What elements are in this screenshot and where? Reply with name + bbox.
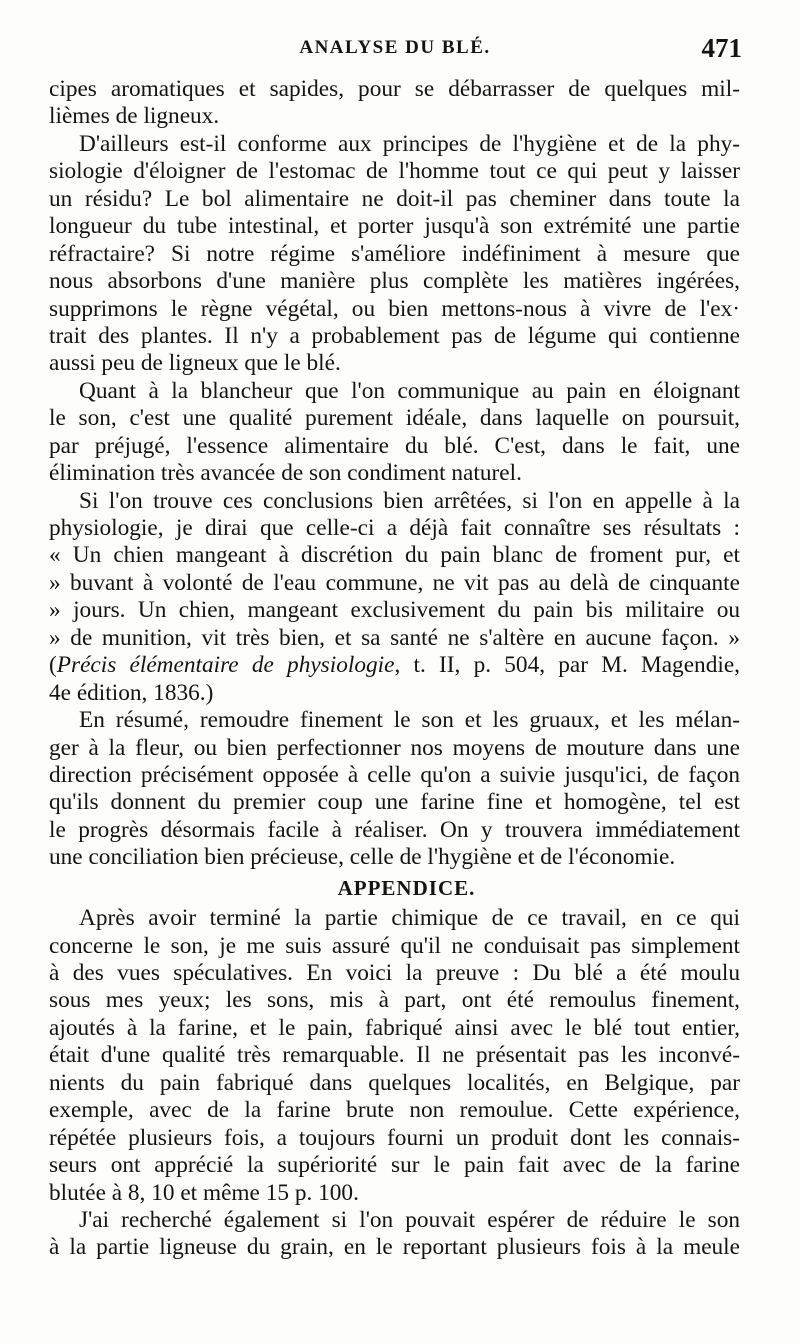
text-line: répétée plusieurs fois, a toujours fourni un produit dont les connais- [49, 1124, 740, 1151]
text-line: cipes aromatiques et sapides, pour se débarrasser de quelques mil- [49, 76, 740, 102]
text-line: le progrès désormais facile à réaliser. On y trouvera immédiatement [49, 816, 740, 843]
text-line: direction précisément opposée à celle qu'on a suivie jusqu'ici, de façon [49, 761, 740, 788]
text-line: à des vues spéculatives. En voici la preuve : Du blé a été moulu [49, 960, 740, 986]
text-line: qu'ils donnent du premier coup une farine fine et homogène, tel est [49, 789, 740, 816]
text-line: trait des plantes. Il n'y a probablement pas de légume qui contienne [49, 322, 740, 349]
text-line: aussi peu de ligneux que le blé. [49, 350, 341, 377]
running-title: ANALYSE DU BLÉ. [299, 37, 491, 58]
text-line: J'ai recherché également si l'on pouvait espérer de réduire le son [79, 1206, 740, 1233]
text-line: physiologie, je dirai que celle-ci a déjà fait connaître ses résultats : [49, 515, 740, 541]
quoted-line: » de munition, vit très bien, et sa santé ne s'altère en aucune façon. » [49, 624, 740, 651]
text-line: ger à la fleur, ou bien perfectionner nos moyens de mouture dans une [49, 734, 740, 761]
text-line: supprimons le règne végétal, ou bien mettons-nous à vivre de l'ex· [49, 295, 740, 322]
citation-title: Précis élémentaire de physiologie [56, 652, 395, 679]
citation-rest: , t. II, p. 504, par M. Magendie, [394, 652, 740, 679]
text-line: par préjugé, l'essence alimentaire du blé. C'est, dans le fait, une [49, 432, 740, 459]
quoted-line: » jours. Un chien, mangeant exclusivement du pain bis militaire ou [49, 597, 740, 624]
text-line: le son, c'est une qualité purement idéale, dans laquelle on poursuit, [49, 405, 740, 432]
text-line: En résumé, remoudre finement le son et les gruaux, et les mélan- [79, 707, 740, 734]
text-line: à la partie ligneuse du grain, en le reportant plusieurs fois à la meule [49, 1234, 740, 1261]
page-body [49, 76, 740, 1262]
text-line: sous mes yeux; les sons, mis à part, ont été remoulus finement, [49, 987, 740, 1014]
text-line: réfractaire? Si notre régime s'améliore indéfiniment à mesure que [49, 240, 740, 267]
quoted-line: » buvant à volonté de l'eau commune, ne vit pas au delà de cinquante [49, 569, 740, 596]
text-line: lièmes de ligneux. [49, 103, 220, 130]
text-line: concerne le son, je me suis assuré qu'il ne conduisait pas simplement [49, 932, 740, 959]
appendix-heading: APPENDICE. [337, 875, 476, 900]
quoted-line: « Un chien mangeant à discrétion du pain blanc de froment pur, et [49, 542, 740, 569]
text-line: nients du pain fabriqué dans quelques localités, en Belgique, par [49, 1069, 740, 1096]
text-line: une conciliation bien précieuse, celle de l'hygiène et de l'économie. [49, 844, 676, 871]
text-line: ajoutés à la farine, et le pain, fabriqué ainsi avec le blé tout entier, [49, 1014, 740, 1041]
page-number: 471 [701, 33, 742, 63]
text-line: un résidu? Le bol alimentaire ne doit-il pas cheminer dans toute la [49, 185, 740, 212]
citation-open: ( [49, 652, 57, 679]
citation-line [49, 652, 740, 679]
text-line: nous absorbons d'une manière plus complète les matières ingérées, [49, 268, 740, 295]
text-line: D'ailleurs est-il conforme aux principes de l'hygiène et de la phy- [79, 130, 740, 157]
text-line: exemple, avec de la farine brute non remoulue. Cette expérience, [49, 1097, 740, 1124]
text-line: était d'une qualité très remarquable. Il ne présentait pas les inconvé- [49, 1042, 740, 1069]
text-line: longueur du tube intestinal, et porter jusqu'à son extrémité une partie [49, 213, 740, 240]
page-header [48, 33, 742, 67]
text-line: 4e édition, 1836.) [49, 679, 214, 706]
text-line: Si l'on trouve ces conclusions bien arrêtées, si l'on en appelle à la [79, 487, 740, 514]
text-line: Quant à la blancheur que l'on communique au pain en éloignant [79, 377, 740, 404]
text-line: blutée à 8, 10 et même 15 p. 100. [49, 1179, 359, 1206]
text-line: Après avoir terminé la partie chimique de ce travail, en ce qui [79, 905, 740, 932]
text-line: seurs ont apprécié la supériorité sur le pain fait avec de la farine [49, 1152, 740, 1179]
text-line: siologie d'éloigner de l'estomac de l'homme tout ce qui peut y laisser [49, 158, 740, 185]
text-line: élimination très avancée de son condiment naturel. [49, 460, 522, 487]
